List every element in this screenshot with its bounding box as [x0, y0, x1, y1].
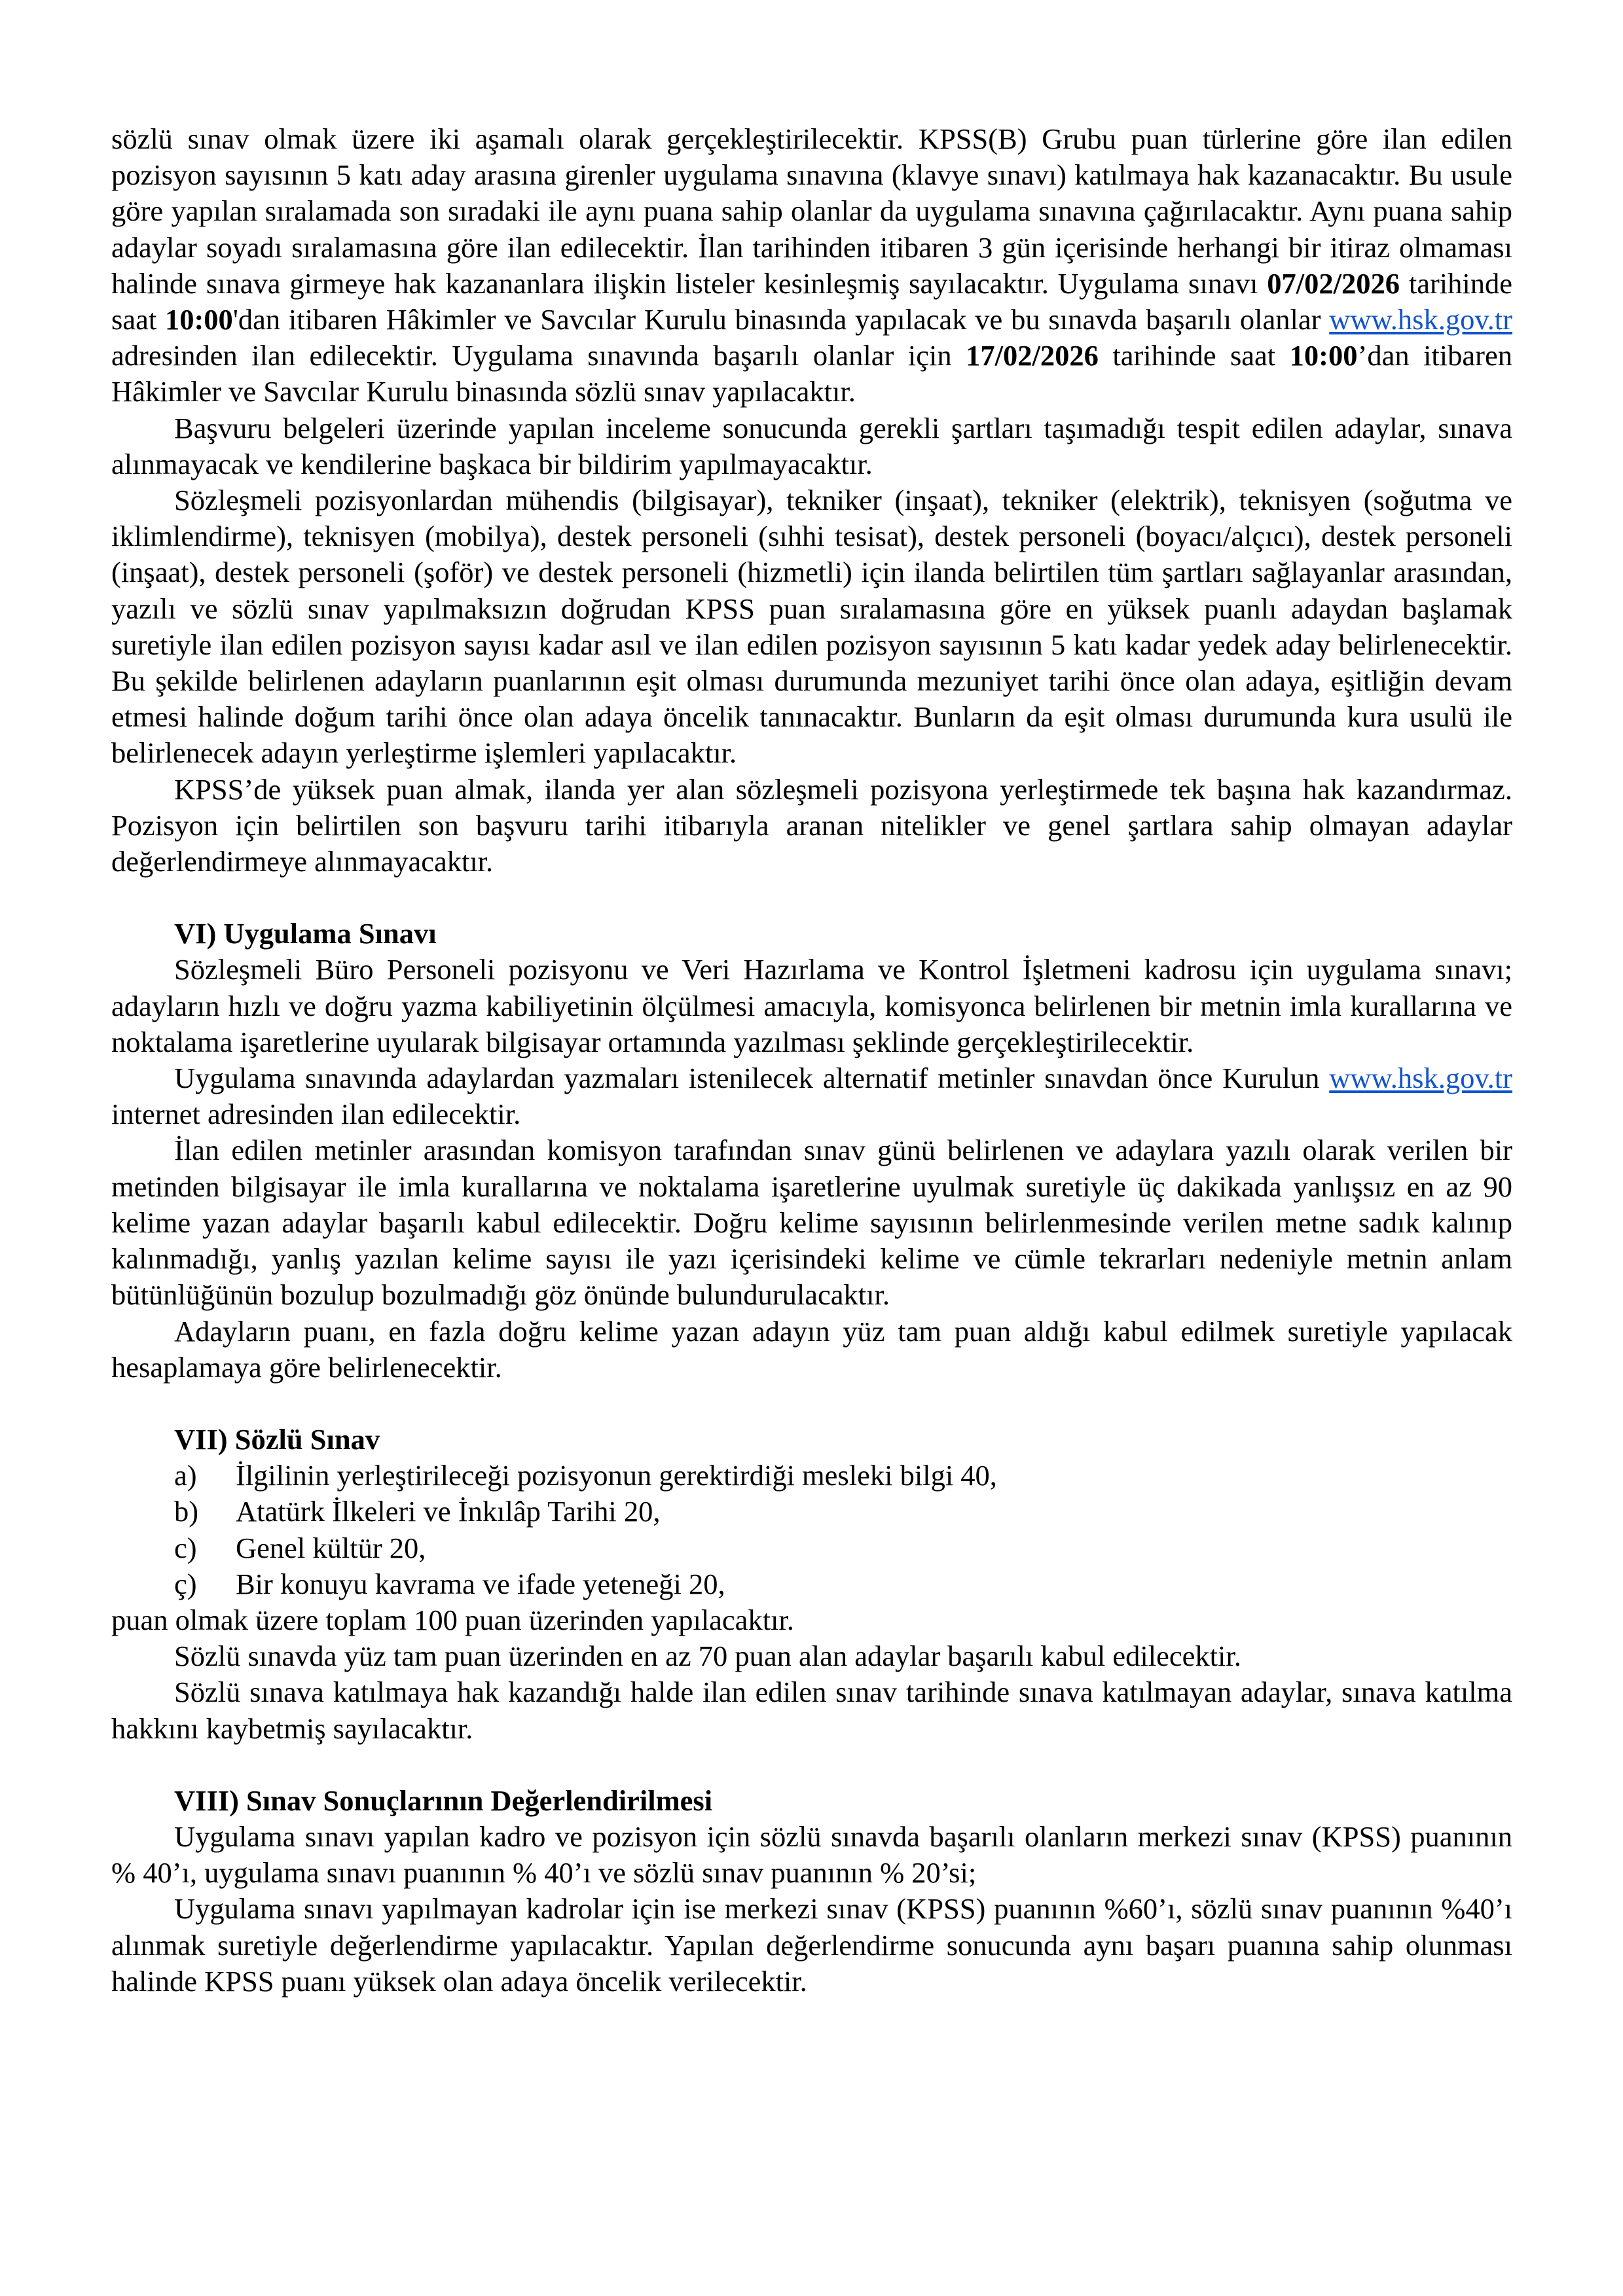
list-item — [111, 1530, 1512, 1566]
paragraph-weighting-without-practical: Uygulama sınavı yapılmayan kadrolar için ise merkezi sınav (KPSS) puanının %60’ı, sözlü sınav puanının %40’ı alınmak suretiyle değerlendirme yapılacaktır. Yapılan değerlendirme sonucunda aynı başarı puanına sahip olunması halinde KPSS puanı yüksek olan adaya öncelik verilecektir. — [111, 1892, 1512, 1998]
paragraph-total-points: puan olmak üzere toplam 100 puan üzerinden yapılacaktır. — [111, 1603, 794, 1636]
list-item — [111, 1566, 1512, 1602]
paragraph-intro-text-5: tarihinde saat — [1098, 339, 1290, 372]
paragraph-passing-score: Sözlü sınavda yüz tam puan üzerinden en az 70 puan alan adaylar başarılı kabul edilecektir. — [174, 1640, 1241, 1673]
paragraph-application-review: Başvuru belgeleri üzerinde yapılan inceleme sonucunda gerekli şartları taşımadığı tespit edilen adaylar, sınava alınmayacak ve kendilerine başkaca bir bildirim yapılmayacaktır. — [111, 411, 1512, 480]
paragraph-intro-text-4: adresinden ilan edilecektir. Uygulama sınavında başarılı olanlar için — [111, 339, 966, 372]
paragraph-intro-text-1: sözlü sınav olmak üzere iki aşamalı olarak gerçekleştirilecektir. KPSS(B) Grubu puan türlerine göre ilan edilen pozisyon sayısının 5 katı aday arasına girenler uygulama sınavına (klavye sınavı) katılmaya hak kazanacaktır. Bu usule göre yapılan sıralamada son sıradaki ile aynı puana sahip olanlar da uygulama sınavına çağırılacaktır. Aynı puana sahip adaylar soyadı sıralamasına göre ilan edilecektir. İlan tarihinden itibaren 3 gün içerisinde herhangi bir itiraz olmaması halinde sınava girmeye hak kazananlara ilişkin listeler kesinleşmiş sayılacaktır. Uygulama sınavı — [111, 122, 1512, 300]
list-item-label: Genel kültür 20, — [236, 1531, 426, 1564]
hsk-website-link-1[interactable]: www.hsk.gov.tr — [1329, 303, 1512, 336]
exam-time-1: 10:00 — [164, 303, 233, 336]
paragraph-kpss-note: KPSS’de yüksek puan almak, ilanda yer alan sözleşmeli pozisyona yerleştirmede tek başına hak kazandırmaz. Pozisyon için belirtilen son başvuru tarihi itibarıyla aranan nitelikler ve genel şartlara sahip olmayan adaylar değerlendirmeye alınmayacaktır. — [111, 772, 1512, 878]
section-spacer-2 — [111, 1386, 1512, 1422]
paragraph-typing-criteria: İlan edilen metinler arasından komisyon tarafından sınav günü belirlenen ve adaylara yazılı olarak verilen bir metinden bilgisayar ile imla kurallarına ve noktalama işaretlerine uyulmak suretiyle üç dakikada yanlışsız en az 90 kelime yazan adaylar başarılı kabul edilecektir. Doğru kelime sayısının belirlenmesinde verilen metne sadık kalınıp kalınmadığı, yanlış yazılan kelime sayısı ile yazı içerisindeki kelime ve cümle tekrarları nedeniyle metnin anlam bütünlüğünün bozulup bozulmadığı göz önünde bulundurulacaktır. — [111, 1134, 1512, 1312]
paragraph-intro-text-6: ’dan itibaren Hâkimler ve Savcılar Kurulu binasında sözlü sınav yapılacaktır. — [111, 339, 1512, 408]
exam-date-2: 17/02/2026 — [966, 339, 1099, 372]
paragraph-intro-text-2: tarihinde saat — [111, 266, 1512, 336]
alternative-texts-part-1: Uygulama sınavında adaylardan yazmaları istenilecek alternatif metinler sınavdan önce Kurulun — [174, 1062, 1330, 1095]
paragraph-practical-exam-desc: Sözleşmeli Büro Personeli pozisyonu ve Veri Hazırlama ve Kontrol İşletmeni kadrosu için uygulama sınavı; adayların hızlı ve doğru yazma kabiliyetinin ölçülmesi amacıyla, komisyonca belirlenen bir metnin imla kurallarına ve noktalama işaretlerine uyularak bilgisayar ortamında yazılması şeklinde gerçekleştirilecektir. — [111, 953, 1512, 1058]
list-item — [111, 1494, 1512, 1530]
paragraph-weighting-with-practical: Uygulama sınavı yapılan kadro ve pozisyon için sözlü sınavda başarılı olanların merkezi sınav (KPSS) puanının % 40’ı, uygulama sınavı puanının % 40’ı ve sözlü sınav puanının % 20’si; — [111, 1820, 1512, 1890]
document-body — [111, 121, 1512, 2000]
section-spacer-1 — [111, 880, 1512, 916]
heading-section-viii: VIII) Sınav Sonuçlarının Değerlendirilmesi — [174, 1784, 713, 1817]
list-item-label: Atatürk İlkeleri ve İnkılâp Tarihi 20, — [236, 1495, 661, 1528]
paragraph-alternative-texts — [111, 1060, 1512, 1132]
list-marker: ç) — [174, 1567, 197, 1600]
section-spacer-3 — [111, 1747, 1512, 1783]
list-marker: a) — [174, 1459, 197, 1492]
list-item — [111, 1458, 1512, 1494]
list-marker: b) — [174, 1495, 199, 1528]
exam-time-2: 10:00 — [1289, 339, 1358, 372]
list-item-label: Bir konuyu kavrama ve ifade yeteneği 20, — [236, 1567, 725, 1600]
heading-section-vi: VI) Uygulama Sınavı — [174, 917, 437, 950]
paragraph-intro — [111, 121, 1512, 410]
paragraph-absence-rule: Sözlü sınava katılmaya hak kazandığı halde ilan edilen sınav tarihinde sınava katılmayan adaylar, sınava katılma hakkını kaybetmiş sayılacaktır. — [111, 1676, 1512, 1745]
paragraph-intro-text-3: 'dan itibaren Hâkimler ve Savcılar Kurulu binasında yapılacak ve bu sınavda başarılı olanlar — [232, 303, 1330, 336]
hsk-website-link-2[interactable]: www.hsk.gov.tr — [1329, 1062, 1512, 1095]
list-marker: c) — [174, 1531, 197, 1564]
paragraph-contract-positions: Sözleşmeli pozisyonlardan mühendis (bilgisayar), tekniker (inşaat), tekniker (elektrik), teknisyen (soğutma ve iklimlendirme), teknisyen (mobilya), destek personeli (sıhhi tesisat), destek personeli (boyacı/alçıcı), destek personeli (inşaat), destek personeli (şoför) ve destek personeli (hizmetli) için ilanda belirtilen tüm şartları sağlayanlar arasından, yazılı ve sözlü sınav yapılmaksızın doğrudan KPSS puan sıralamasına göre en yüksek puanlı adaydan başlamak suretiyle ilan edilen pozisyon sayısı kadar asıl ve ilan edilen pozisyon sayısının 5 katı kadar yedek aday belirlenecektir. Bu şekilde belirlenen adayların puanlarının eşit olması durumunda mezuniyet tarihi önce olan adaya, eşitliğin devam etmesi halinde doğum tarihi önce olan adaya öncelik tanınacaktır. Bunların da eşit olması durumunda kura usulü ile belirlenecek adayın yerleştirme işlemleri yapılacaktır. — [111, 484, 1512, 770]
paragraph-scoring-method: Adayların puanı, en fazla doğru kelime yazan adayın yüz tam puan aldığı kabul edilmek suretiyle yapılacak hesaplamaya göre belirlenecektir. — [111, 1314, 1512, 1384]
heading-section-vii: VII) Sözlü Sınav — [174, 1422, 380, 1456]
list-item-label: İlgilinin yerleştirileceği pozisyonun gerektirdiği mesleki bilgi 40, — [236, 1459, 997, 1492]
alternative-texts-part-2: internet adresinden ilan edilecektir. — [111, 1098, 521, 1131]
oral-exam-criteria-list — [111, 1458, 1512, 1602]
exam-date-1: 07/02/2026 — [1267, 266, 1400, 300]
